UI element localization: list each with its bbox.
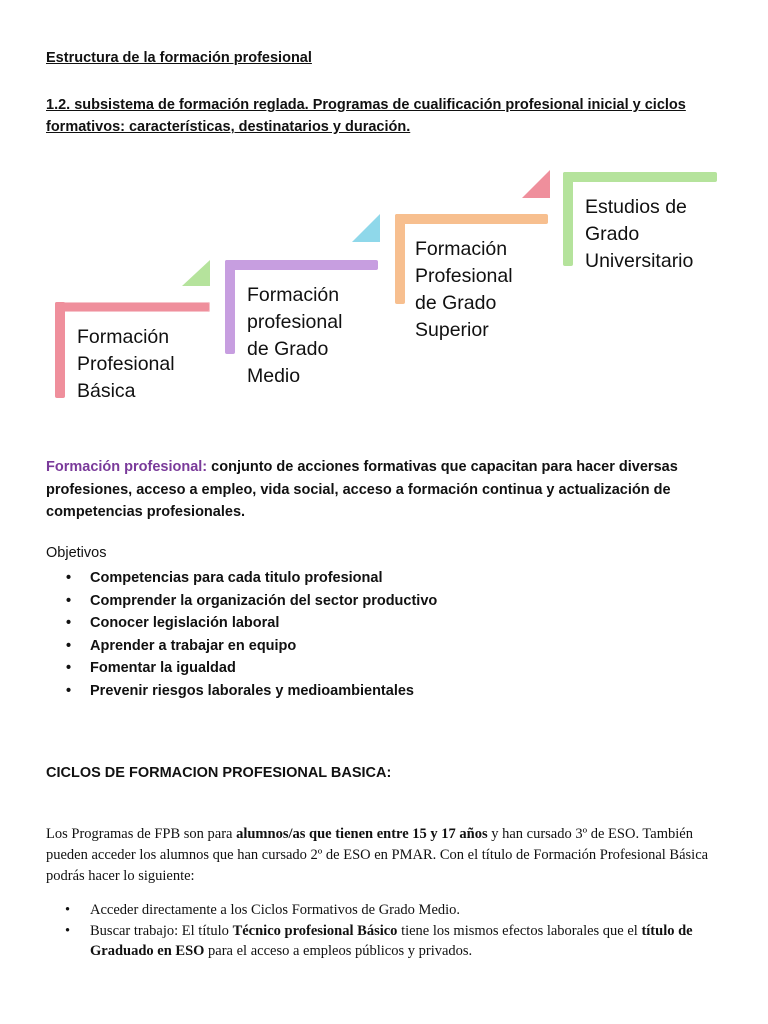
- step-label: Formación profesional de Grado Medio: [247, 284, 343, 387]
- step-bar: [395, 214, 548, 224]
- objetivos-heading: Objetivos: [46, 545, 107, 561]
- step-bar: [563, 172, 717, 182]
- list-item: • Buscar trabajo: El título Técnico profesional Básico tiene los mismos efectos laborales que el título de Graduado en ESO para el acceso a empleos públicos y privados.: [60, 921, 730, 962]
- ciclos-heading: CICLOS DE FORMACION PROFESIONAL BASICA:: [46, 765, 392, 781]
- ciclos-paragraph: Los Programas de FPB son para alumnos/as que tienen entre 15 y 17 años y han cursado 3º de ESO. También pueden acceder los alumnos que han cursado 2º de ESO en PMAR. Con el título de Formación Profesional Básica podrás hacer lo siguiente:: [46, 826, 709, 884]
- list-item: • Competencias para cada titulo profesional: [60, 567, 437, 590]
- arrow-up-3: [522, 170, 550, 198]
- definition-text: conjunto de acciones formativas que capacitan para hacer diversas profesiones, acceso a empleo, vida social, acceso a formación continua y actualización de competencias profesionales.: [46, 459, 678, 520]
- step-bar: [55, 302, 210, 312]
- page-title: Estructura de la formación profesional: [46, 50, 312, 66]
- list-item: • Aprender a trabajar en equipo: [60, 635, 437, 658]
- step-post: [563, 172, 573, 266]
- ciclos-list: [60, 900, 730, 962]
- step-label: Formación Profesional Básica: [77, 326, 175, 402]
- step-post: [395, 214, 405, 304]
- step-post: [225, 260, 235, 354]
- definition-term: Formación profesional:: [46, 459, 208, 475]
- step-label: Estudios de Grado Universitario: [585, 196, 694, 272]
- list-item: • Comprender la organización del sector productivo: [60, 590, 437, 613]
- list-item: • Prevenir riesgos laborales y medioambientales: [60, 680, 437, 703]
- step-bar: [225, 260, 378, 270]
- list-item: • Acceder directamente a los Ciclos Formativos de Grado Medio.: [60, 900, 730, 921]
- section-subtitle: 1.2. subsistema de formación reglada. Programas de cualificación profesional inicial y ciclos formativos: características, destinatarios y duración.: [46, 97, 686, 135]
- arrow-up-2: [352, 214, 380, 242]
- objetivos-list: [60, 567, 437, 703]
- list-item: • Conocer legislación laboral: [60, 612, 437, 635]
- definition-paragraph: [46, 456, 726, 524]
- arrow-up-1: [182, 260, 210, 286]
- step-post: [55, 302, 65, 398]
- list-item: • Fomentar la igualdad: [60, 657, 437, 680]
- step-label: Formación Profesional de Grado Superior: [415, 238, 513, 341]
